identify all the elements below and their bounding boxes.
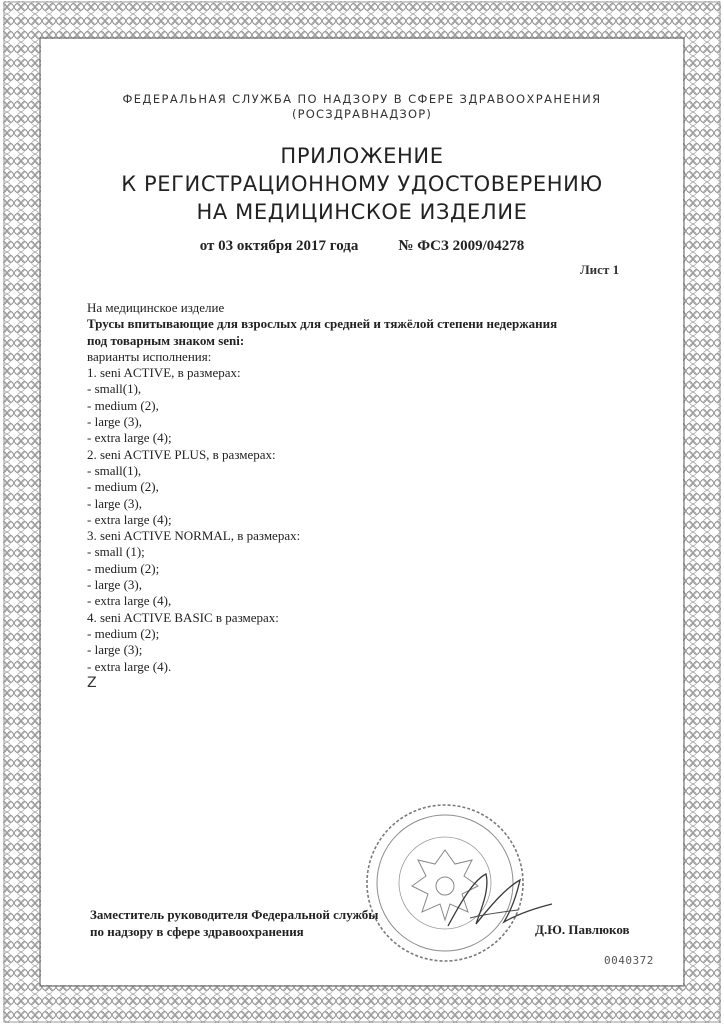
- variants-label: варианты исполнения:: [87, 348, 212, 364]
- document-title-line1: ПРИЛОЖЕНИЕ: [280, 144, 444, 168]
- variant-size: - extra large (4).: [87, 658, 172, 674]
- variant-group: [87, 365, 647, 446]
- variant-size: - large (3),: [87, 577, 142, 593]
- variant-group: [87, 447, 647, 528]
- registration-line: [0, 238, 724, 255]
- variant-size: - large (3),: [87, 414, 142, 430]
- variant-size: - small(1),: [87, 462, 142, 478]
- variant-size: - extra large (4);: [87, 511, 172, 527]
- variant-size: - extra large (4),: [87, 593, 172, 609]
- variant-size: - large (3);: [87, 642, 143, 658]
- variant-size: - extra large (4);: [87, 430, 172, 446]
- document-title-line2: К РЕГИСТРАЦИОННОМУ УДОСТОВЕРЕНИЮ: [121, 172, 603, 196]
- product-name-line2: под товарным знаком seni:: [87, 332, 245, 348]
- product-name-line1: Трусы впитывающие для взрослых для средней и тяжёлой степени недержания: [87, 316, 558, 332]
- signatory-position: [90, 906, 378, 940]
- variant-group: [87, 528, 647, 609]
- end-of-list-mark: Z: [87, 674, 97, 691]
- intro-text: На медицинское изделие: [87, 300, 225, 315]
- registration-date: от 03 октября 2017 года: [199, 238, 359, 254]
- variant-heading: 4. seni ACTIVE BASIC в размерах:: [87, 609, 279, 625]
- signatory-name: Д.Ю. Павлюков: [535, 922, 630, 937]
- variant-size: - medium (2),: [87, 397, 159, 413]
- variant-size: - small(1),: [87, 381, 142, 397]
- variant-size: - medium (2);: [87, 625, 160, 641]
- document-body: [87, 300, 647, 691]
- variant-group: [87, 610, 647, 675]
- document-title-line3: НА МЕДИЦИНСКОЕ ИЗДЕЛИЕ: [196, 200, 528, 224]
- agency-name: ФЕДЕРАЛЬНАЯ СЛУЖБА ПО НАДЗОРУ В СФЕРЕ ЗДРАВООХРАНЕНИЯ: [122, 92, 602, 106]
- registration-number: № ФСЗ 2009/04278: [398, 238, 525, 254]
- form-serial-number: 0040372: [604, 954, 654, 967]
- variant-size: - large (3),: [87, 495, 142, 511]
- variant-size: - medium (2),: [87, 479, 159, 495]
- sheet-number: Лист 1: [580, 262, 620, 277]
- signatory-position-line1: Заместитель руководителя Федеральной службы: [90, 907, 379, 922]
- variant-size: - small (1);: [87, 544, 145, 560]
- variant-heading: 3. seni ACTIVE NORMAL, в размерах:: [87, 528, 301, 544]
- signatory-position-line2: по надзору в сфере здравоохранения: [90, 924, 304, 939]
- variant-heading: 1. seni ACTIVE, в размерах:: [87, 365, 241, 381]
- variant-heading: 2. seni ACTIVE PLUS, в размерах:: [87, 446, 276, 462]
- variant-size: - medium (2);: [87, 560, 160, 576]
- agency-abbreviation: (РОСЗДРАВНАДЗОР): [291, 107, 433, 121]
